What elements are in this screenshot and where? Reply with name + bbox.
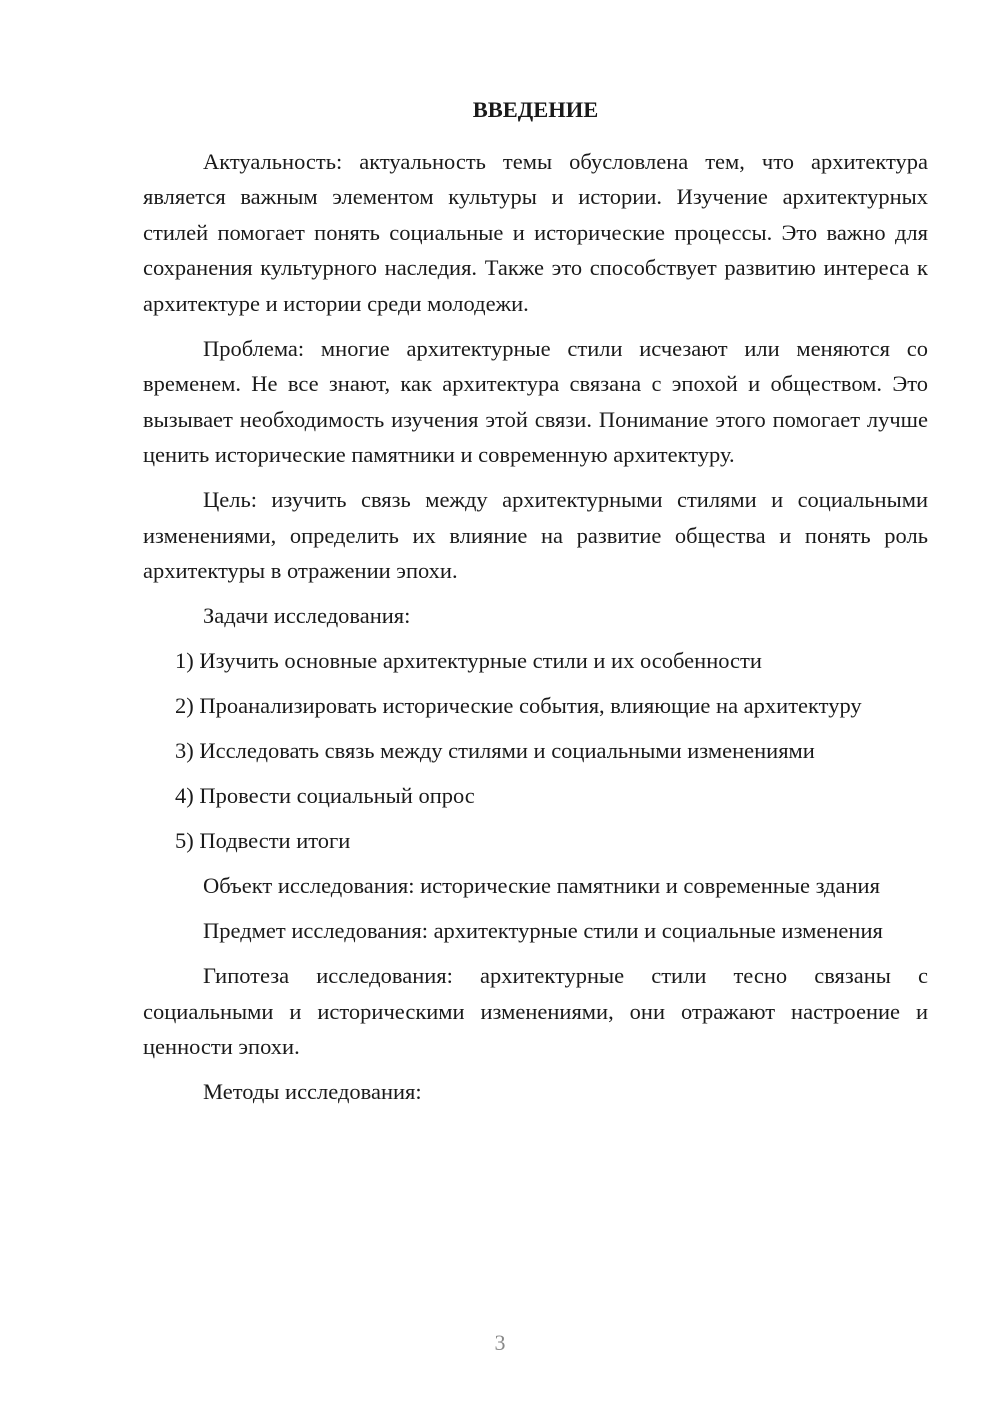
object-paragraph: Объект исследования: исторические памятники и современные здания (203, 873, 880, 898)
goal-paragraph: Цель: изучить связь между архитектурными стилями и социальными изменениями, определить их влияние на развитие общества и понять роль архитектуры в отражении эпохи. (143, 487, 928, 583)
task-item: 1) Изучить основные архитектурные стили и их особенности (175, 648, 762, 673)
subject-paragraph: Предмет исследования: архитектурные стили и социальные изменения (203, 918, 883, 943)
hypothesis-paragraph: Гипотеза исследования: архитектурные стили тесно связаны с социальными и историческими изменениями, они отражают настроение и ценности эпохи. (143, 963, 928, 1059)
problem-paragraph: Проблема: многие архитектурные стили исчезают или меняются со временем. Не все знают, как архитектура связана с эпохой и обществом. Это вызывает необходимость изучения этой связи. Понимание этого помогает лучше ценить исторические памятники и современную архитектуру. (143, 335, 928, 467)
page-number: 3 (494, 1330, 506, 1355)
task-item: 5) Подвести итоги (175, 828, 351, 853)
task-item: 3) Исследовать связь между стилями и социальными изменениями (175, 738, 815, 763)
task-item: 2) Проанализировать исторические события, влияющие на архитектуру (175, 693, 862, 718)
methods-heading: Методы исследования: (203, 1079, 422, 1104)
relevance-paragraph: Актуальность: актуальность темы обусловлена тем, что архитектура является важным элементом культуры и истории. Изучение архитектурных стилей помогает понять социальные и исторические процессы. Это важно для сохранения культурного наследия. Также это способствует развитию интереса к архитектуре и истории среди молодежи. (143, 148, 928, 316)
task-item: 4) Провести социальный опрос (175, 783, 475, 808)
tasks-heading: Задачи исследования: (203, 603, 411, 628)
page-content (143, 92, 928, 1119)
section-title: ВВЕДЕНИЕ (472, 97, 599, 122)
